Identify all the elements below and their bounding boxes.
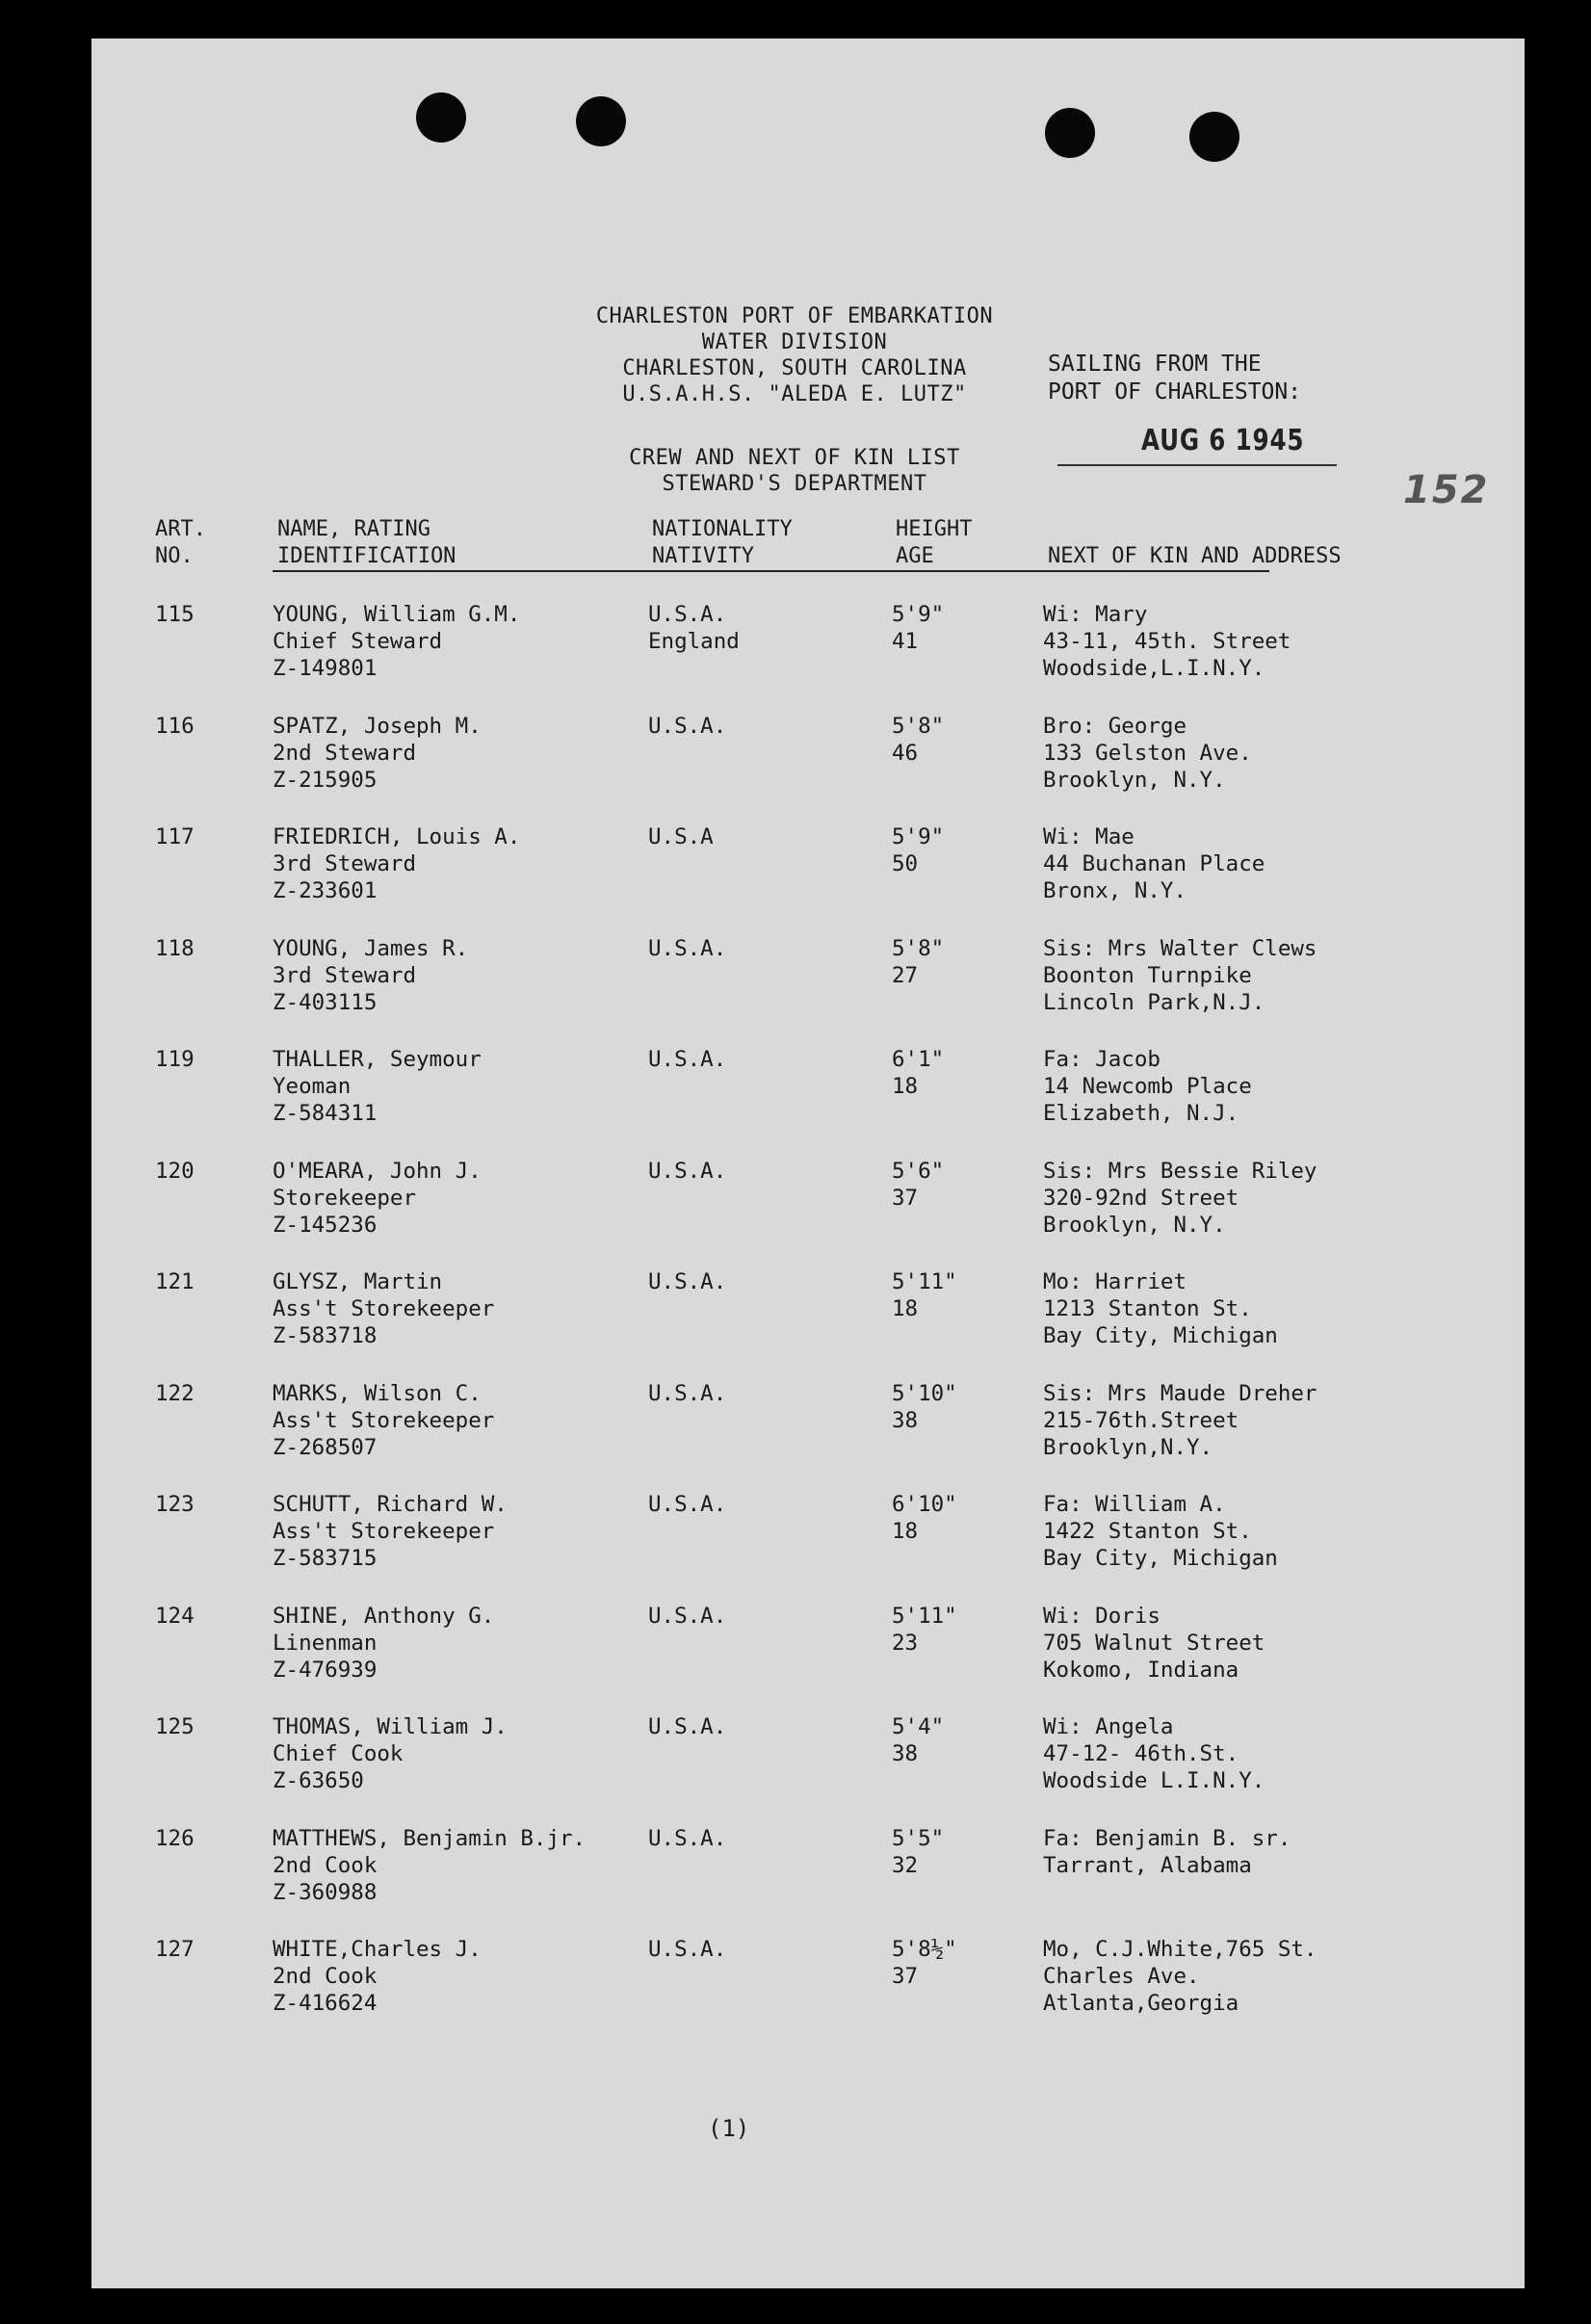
cell-line: Woodside L.I.N.Y. [1043, 1768, 1265, 1793]
cell-line: U.S.A. [648, 1380, 727, 1406]
cell-next-of-kin [1043, 1491, 1278, 1572]
sailing-line-1: SAILING FROM THE [1048, 352, 1262, 377]
cell-line: 18 [892, 1296, 919, 1321]
cell-art-no [155, 1380, 195, 1407]
cell-line: YOUNG, James R. [273, 935, 469, 961]
punch-hole [416, 92, 466, 143]
cell-line: Elizabeth, N.J. [1043, 1101, 1239, 1126]
cell-line: SCHUTT, Richard W. [273, 1492, 508, 1517]
cell-line: 5'9" [892, 602, 945, 627]
cell-nationality [648, 1936, 726, 1990]
crew-row [91, 1603, 1525, 1710]
cell-next-of-kin [1043, 1380, 1317, 1461]
cell-next-of-kin [1043, 823, 1265, 904]
cell-line: Fa: William A. [1043, 1492, 1226, 1517]
crew-row [91, 1046, 1525, 1154]
cell-line: 6'1" [892, 1047, 945, 1072]
crew-row [91, 1825, 1525, 1933]
cell-height-age [892, 1046, 944, 1100]
cell-height-age [892, 1268, 957, 1322]
cell-line [1043, 1879, 1291, 1906]
cell-line: Wi: Mary [1043, 602, 1148, 627]
cell-line: U.S.A. [648, 935, 727, 961]
crew-row [91, 823, 1525, 931]
cell-line: 5'8" [892, 713, 945, 739]
cell-line: 126 [155, 1825, 195, 1851]
cell-line: 705 Walnut Street [1043, 1630, 1265, 1656]
cell-line: Z-268507 [273, 1434, 378, 1460]
cell-nationality [648, 1380, 726, 1434]
cell-line: 38 [892, 1407, 919, 1433]
cell-name-rating-id [273, 1936, 482, 2017]
cell-line: Ass't Storekeeper [273, 1296, 495, 1321]
cell-height-age [892, 1936, 957, 1990]
cell-line: 38 [892, 1741, 919, 1766]
cell-line: 127 [155, 1937, 195, 1962]
column-header-next-of-kin: NEXT OF KIN AND ADDRESS [1048, 544, 1342, 568]
cell-line: 5'4" [892, 1714, 945, 1739]
cell-line: Ass't Storekeeper [273, 1519, 495, 1544]
cell-line: SPATZ, Joseph M. [273, 713, 482, 739]
cell-line: Kokomo, Indiana [1043, 1657, 1239, 1683]
cell-art-no [155, 1825, 195, 1852]
cell-line: GLYSZ, Martin [273, 1269, 443, 1294]
cell-line: THALLER, Seymour [273, 1047, 482, 1072]
sailing-date-stamp: AUG 6 1945 [1141, 424, 1305, 457]
crew-row [91, 1713, 1525, 1821]
cell-name-rating-id [273, 713, 482, 794]
cell-line: 50 [892, 851, 919, 876]
cell-line: Sis: Mrs Walter Clews [1043, 935, 1317, 961]
cell-line: 3rd Steward [273, 962, 417, 988]
cell-line: 133 Gelston Ave. [1043, 740, 1252, 766]
cell-nationality [648, 1268, 726, 1322]
cell-height-age [892, 823, 944, 877]
cell-line: Linenman [273, 1630, 378, 1656]
sailing-info [1048, 351, 1301, 406]
cell-line: Brooklyn,N.Y. [1043, 1434, 1213, 1460]
cell-line: 6'10" [892, 1492, 957, 1517]
cell-line: 47-12- 46th.St. [1043, 1741, 1239, 1766]
cell-art-no [155, 713, 195, 740]
cell-line: 125 [155, 1714, 195, 1739]
cell-next-of-kin [1043, 1825, 1291, 1906]
cell-line: Z-360988 [273, 1879, 378, 1905]
cell-nationality [648, 1825, 726, 1879]
cell-art-no [155, 1268, 195, 1295]
cell-line: Z-215905 [273, 767, 378, 793]
cell-line: Chief Steward [273, 629, 443, 654]
cell-line: 5'8" [892, 935, 945, 961]
punch-hole [1045, 108, 1095, 158]
cell-line [648, 850, 714, 877]
page-number: (1) [708, 2115, 750, 2142]
cell-line: Mo: Harriet [1043, 1269, 1187, 1294]
cell-line: 1213 Stanton St. [1043, 1296, 1252, 1321]
cell-height-age [892, 1380, 957, 1434]
cell-nationality [648, 1491, 726, 1545]
cell-art-no [155, 601, 195, 628]
cell-art-no [155, 823, 195, 850]
cell-line: Ass't Storekeeper [273, 1407, 495, 1433]
cell-height-age [892, 1603, 957, 1657]
header-line-1: CHARLESTON PORT OF EMBARKATION [595, 304, 994, 328]
department-title: STEWARD'S DEPARTMENT [662, 472, 927, 496]
cell-line: 119 [155, 1047, 195, 1072]
cell-line: 46 [892, 740, 919, 766]
cell-name-rating-id [273, 1268, 494, 1349]
cell-nationality [648, 1046, 726, 1100]
cell-height-age [892, 713, 944, 767]
cell-line: 1422 Stanton St. [1043, 1519, 1252, 1544]
cell-line: U.S.A. [648, 1269, 727, 1294]
cell-nationality [648, 1158, 726, 1212]
cell-line: MATTHEWS, Benjamin B.jr. [273, 1825, 587, 1851]
cell-line: Bro: George [1043, 713, 1187, 739]
cell-next-of-kin [1043, 935, 1317, 1016]
cell-next-of-kin [1043, 1046, 1252, 1127]
cell-line: Z-149801 [273, 656, 378, 681]
cell-nationality [648, 713, 726, 767]
cell-next-of-kin [1043, 1158, 1317, 1239]
column-header-line: ART. [155, 517, 206, 541]
header-line-3: CHARLESTON, SOUTH CAROLINA [622, 356, 967, 380]
cell-next-of-kin [1043, 1936, 1317, 2017]
cell-line: 215-76th.Street [1043, 1407, 1239, 1433]
cell-line: U.S.A. [648, 1714, 727, 1739]
cell-line: Wi: Doris [1043, 1603, 1161, 1629]
column-header-nationality [652, 516, 793, 570]
cell-line: Sis: Mrs Maude Dreher [1043, 1380, 1317, 1406]
cell-art-no [155, 1158, 195, 1185]
cell-name-rating-id [273, 1713, 508, 1794]
cell-line: 118 [155, 935, 195, 961]
cell-line: Fa: Jacob [1043, 1047, 1161, 1072]
column-header-art-no [155, 516, 206, 570]
cell-line: 41 [892, 629, 919, 654]
cell-height-age [892, 601, 944, 655]
cell-line: U.S.A. [648, 1047, 727, 1072]
cell-line: 116 [155, 713, 195, 739]
cell-line: 320-92nd Street [1043, 1185, 1239, 1211]
cell-next-of-kin [1043, 1603, 1265, 1684]
cell-line: 5'11" [892, 1269, 957, 1294]
cell-line [648, 1630, 726, 1657]
cell-line: 2nd Cook [273, 1852, 378, 1878]
column-header-height [896, 516, 972, 570]
cell-line [648, 1185, 726, 1212]
cell-nationality [648, 601, 740, 655]
cell-art-no [155, 1713, 195, 1740]
cell-line: 122 [155, 1380, 195, 1406]
cell-line: Tarrant, Alabama [1043, 1852, 1252, 1878]
cell-line: YOUNG, William G.M. [273, 602, 521, 627]
cell-line: 117 [155, 824, 195, 849]
cell-line: Brooklyn, N.Y. [1043, 1212, 1226, 1238]
cell-art-no [155, 935, 195, 962]
column-header-line: NATIVITY [652, 544, 754, 568]
list-title: CREW AND NEXT OF KIN LIST [629, 446, 960, 470]
cell-line: 5'6" [892, 1158, 945, 1184]
cell-line: Z-403115 [273, 989, 378, 1015]
cell-line: Brooklyn, N.Y. [1043, 767, 1226, 793]
cell-name-rating-id [273, 1046, 482, 1127]
cell-line: Z-233601 [273, 878, 378, 903]
cell-line: 121 [155, 1269, 195, 1294]
cell-line: Storekeeper [273, 1185, 417, 1211]
cell-line: Yeoman [273, 1074, 352, 1099]
cell-line: 44 Buchanan Place [1043, 851, 1265, 876]
cell-line: 2nd Steward [273, 740, 417, 766]
cell-line: Z-416624 [273, 1991, 378, 2016]
cell-line: 123 [155, 1492, 195, 1517]
cell-line: Lincoln Park,N.J. [1043, 989, 1265, 1015]
cell-nationality [648, 823, 714, 877]
cell-next-of-kin [1043, 1713, 1265, 1794]
cell-line: Atlanta,Georgia [1043, 1991, 1239, 2016]
cell-line: Chief Cook [273, 1741, 404, 1766]
cell-name-rating-id [273, 1380, 494, 1461]
cell-art-no [155, 1603, 195, 1630]
crew-row [91, 1380, 1525, 1488]
cell-name-rating-id [273, 1825, 586, 1906]
cell-nationality [648, 1713, 726, 1767]
cell-name-rating-id [273, 601, 520, 682]
punch-hole [1189, 112, 1239, 162]
cell-next-of-kin [1043, 1268, 1278, 1349]
cell-art-no [155, 1491, 195, 1518]
cell-line: 5'5" [892, 1825, 945, 1851]
cell-line: 14 Newcomb Place [1043, 1074, 1252, 1099]
cell-line: 18 [892, 1074, 919, 1099]
cell-line: Z-145236 [273, 1212, 378, 1238]
cell-line: 43-11, 45th. Street [1043, 629, 1291, 654]
column-header-line: NATIONALITY [652, 517, 793, 541]
cell-line: Fa: Benjamin B. sr. [1043, 1825, 1291, 1851]
cell-next-of-kin [1043, 713, 1252, 794]
cell-line: 18 [892, 1519, 919, 1544]
cell-line: Wi: Angela [1043, 1714, 1174, 1739]
cell-nationality [648, 1603, 726, 1657]
cell-line: U.S.A. [648, 1492, 727, 1517]
cell-line: 115 [155, 602, 195, 627]
cell-line: 37 [892, 1185, 919, 1211]
cell-line [648, 1518, 726, 1545]
cell-line: Z-584311 [273, 1101, 378, 1126]
cell-name-rating-id [273, 1158, 482, 1239]
cell-line: Bay City, Michigan [1043, 1323, 1278, 1348]
cell-nationality [648, 935, 726, 989]
cell-line [648, 1852, 726, 1879]
cell-line [648, 1073, 726, 1100]
column-header-name [277, 516, 456, 570]
cell-name-rating-id [273, 1491, 508, 1572]
cell-line: 37 [892, 1964, 919, 1989]
cell-line: U.S.A [648, 824, 714, 849]
cell-line: Mo, C.J.White,765 St. [1043, 1937, 1317, 1962]
column-header-line: NAME, RATING [277, 517, 430, 541]
cell-line: Charles Ave. [1043, 1964, 1200, 1989]
cell-line: 3rd Steward [273, 851, 417, 876]
punch-hole [576, 96, 626, 146]
cell-art-no [155, 1046, 195, 1073]
column-header-rule [273, 570, 1269, 572]
column-header-line: HEIGHT [896, 517, 973, 541]
cell-line: 27 [892, 962, 919, 988]
column-header-line: NO. [155, 544, 194, 568]
cell-line: England [648, 629, 740, 654]
crew-row [91, 1491, 1525, 1599]
cell-line: O'MEARA, John J. [273, 1158, 482, 1184]
cell-line: THOMAS, William J. [273, 1714, 508, 1739]
cell-name-rating-id [273, 823, 520, 904]
cell-line: U.S.A. [648, 1158, 727, 1184]
cell-line: 5'10" [892, 1380, 957, 1406]
cell-height-age [892, 1491, 957, 1545]
sailing-line-2: PORT OF CHARLESTON: [1048, 379, 1302, 405]
cell-line: 5'9" [892, 824, 945, 849]
cell-line: U.S.A. [648, 1603, 727, 1629]
crew-row [91, 601, 1525, 709]
cell-height-age [892, 1825, 944, 1879]
cell-line: 5'8½" [892, 1937, 957, 1962]
cell-line: U.S.A. [648, 1937, 727, 1962]
cell-next-of-kin [1043, 601, 1291, 682]
cell-line: MARKS, Wilson C. [273, 1380, 482, 1406]
header-line-4: U.S.A.H.S. "ALEDA E. LUTZ" [622, 382, 967, 406]
cell-line: 124 [155, 1603, 195, 1629]
crew-row [91, 713, 1525, 821]
crew-row [91, 1268, 1525, 1376]
cell-line [648, 1295, 726, 1322]
cell-line: 120 [155, 1158, 195, 1184]
cell-height-age [892, 935, 944, 989]
cell-line [648, 1407, 726, 1434]
cell-art-no [155, 1936, 195, 1963]
cell-line [648, 1740, 726, 1767]
cell-line: 2nd Cook [273, 1964, 378, 1989]
cell-line: U.S.A. [648, 602, 727, 627]
cell-line: Z-583718 [273, 1323, 378, 1348]
column-header-line: AGE [896, 544, 934, 568]
header-line-2: WATER DIVISION [701, 330, 888, 354]
column-header-line: IDENTIFICATION [277, 544, 456, 568]
cell-line: Z-583715 [273, 1546, 378, 1571]
document-page [91, 39, 1525, 2288]
page-stamp: 152 [1403, 468, 1490, 512]
cell-line: Bay City, Michigan [1043, 1546, 1278, 1571]
cell-line: Wi: Mae [1043, 824, 1135, 849]
cell-line: SHINE, Anthony G. [273, 1603, 495, 1629]
cell-line: WHITE,Charles J. [273, 1937, 482, 1962]
cell-line: Z-63650 [273, 1768, 364, 1793]
cell-name-rating-id [273, 935, 468, 1016]
cell-line: 32 [892, 1852, 919, 1878]
cell-line: Bronx, N.Y. [1043, 878, 1187, 903]
cell-line [648, 1963, 726, 1990]
crew-row [91, 935, 1525, 1043]
cell-height-age [892, 1158, 944, 1212]
cell-line [648, 740, 726, 767]
cell-line: 23 [892, 1630, 919, 1656]
cell-line: Z-476939 [273, 1657, 378, 1683]
cell-line: U.S.A. [648, 1825, 727, 1851]
date-underline [1057, 464, 1337, 466]
cell-line [648, 962, 726, 989]
cell-line: U.S.A. [648, 713, 727, 739]
crew-row [91, 1936, 1525, 2044]
cell-line: Sis: Mrs Bessie Riley [1043, 1158, 1317, 1184]
cell-line: Woodside,L.I.N.Y. [1043, 656, 1265, 681]
cell-line: FRIEDRICH, Louis A. [273, 824, 521, 849]
cell-height-age [892, 1713, 944, 1767]
cell-line: Boonton Turnpike [1043, 962, 1252, 988]
crew-row [91, 1158, 1525, 1266]
cell-line: 5'11" [892, 1603, 957, 1629]
cell-name-rating-id [273, 1603, 494, 1684]
